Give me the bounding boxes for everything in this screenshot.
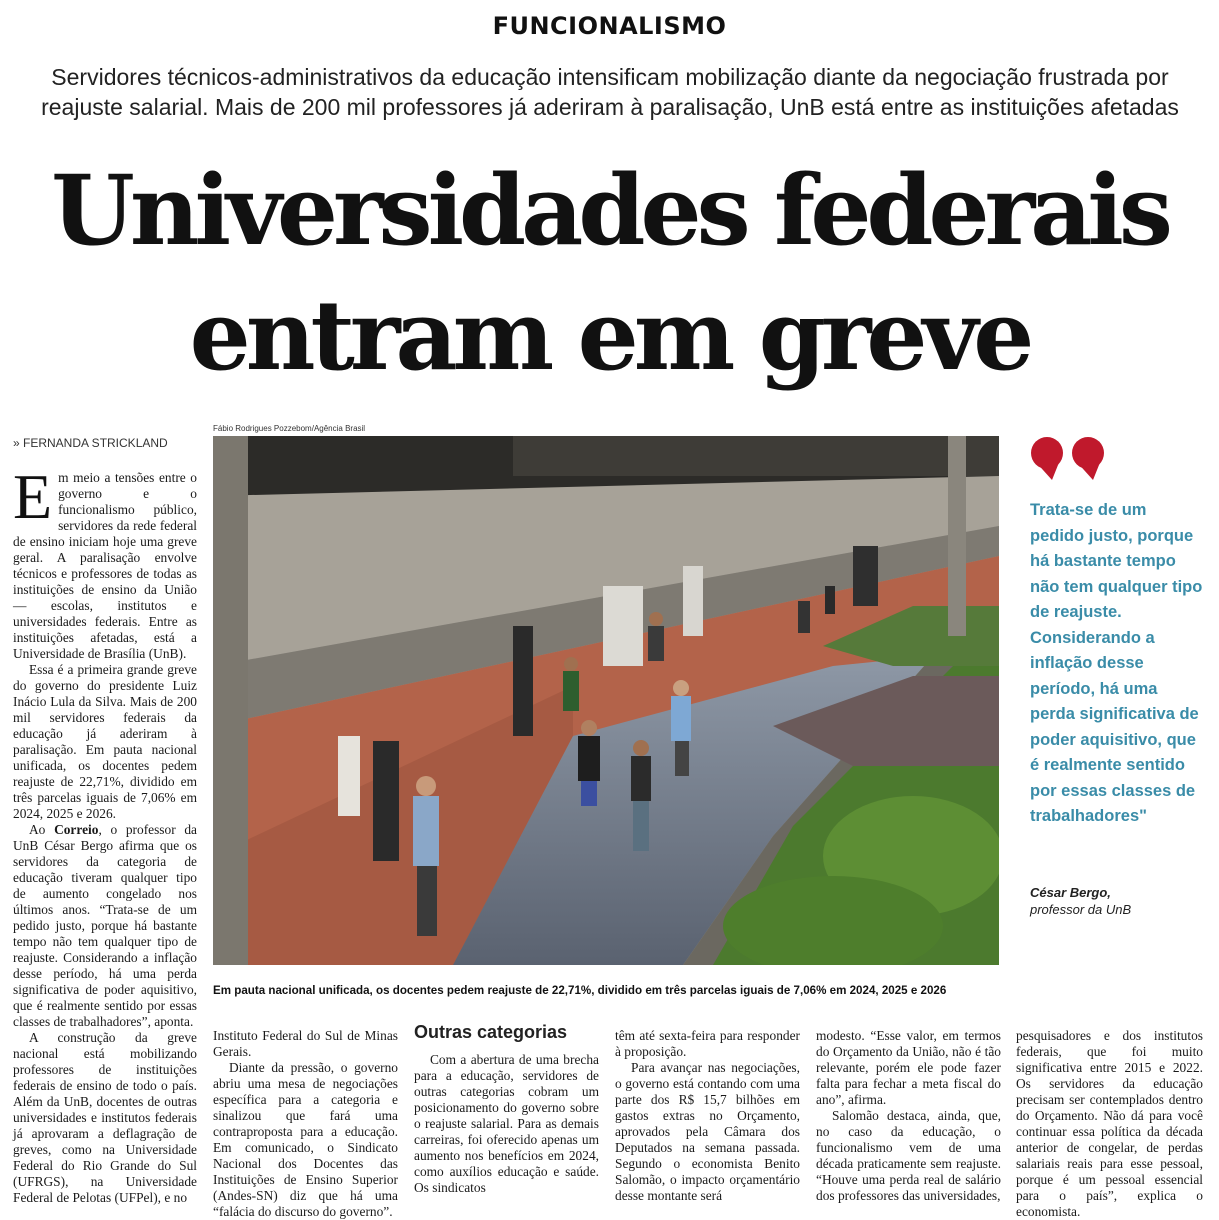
article-column-5 xyxy=(816,1028,1001,1204)
pull-quote-attribution xyxy=(1030,884,1131,918)
quote-marks-icon xyxy=(1030,436,1110,485)
newspaper-name: Correio xyxy=(54,822,99,837)
article-paragraph: pesquisadores e dos institutos federais, que foi muito significativa entre 2015 e 2022. Os servidores da educação precisam ser contemplados dentro do Orçamento. Não dá para você continuar essa política da década anterior de congelar, de perdas salariais reais para esse pessoal, porque é um pessoal essencial para o país”, explica o economista. xyxy=(1016,1028,1203,1219)
pull-quote-role: professor da UnB xyxy=(1030,902,1132,917)
campus-corridor-photo xyxy=(213,436,999,965)
byline: » FERNANDA STRICKLAND xyxy=(13,436,168,450)
article-column-left xyxy=(13,461,197,1206)
headline-line-2: entram em greve xyxy=(189,279,1030,392)
photo-credit: Fábio Rodrigues Pozzebom/Agência Brasil xyxy=(213,424,366,433)
subsection-title: Outras categorias xyxy=(414,1022,568,1042)
article-paragraph: Salomão destaca, ainda, que, no caso da educação, o funcionalismo vem de uma década praticamente sem reajuste. “Houve uma perda real de salário dos professores das universidades, xyxy=(816,1108,1001,1203)
pull-quote-text: Trata-se de um pedido justo, porque há bastante tempo não tem qualquer tipo de reajuste. Considerando a inflação desse período, há uma perda significativa de poder aquisitivo, que é realmente sentido por essas classes de trabalhadores" xyxy=(1030,501,1203,825)
photo-caption: Em pauta nacional unificada, os docentes pedem reajuste de 22,71%, dividido em três parcelas iguais de 7,06% em 2024, 2025 e 2026 xyxy=(213,984,947,997)
headline xyxy=(0,148,1219,398)
pull-quote-author: César Bergo, xyxy=(1030,885,1111,900)
article-column-4 xyxy=(615,1028,800,1204)
article-paragraph: modesto. “Esse valor, em termos do Orçamento da União, não é tão relevante, porém ele pode fazer falta para fechar a meta fiscal do ano”, afirma. xyxy=(816,1028,1001,1107)
article-paragraph: Diante da pressão, o governo abriu uma mesa de negociações específica para a categoria e sinalizou que fará uma contraproposta para a educação. Em comunicado, o Sindicato Nacional dos Docentes das Instituições de Ensino Superior (Andes-SN) diz que há uma “falácia do discurso do governo”. xyxy=(213,1060,398,1219)
section-label: FUNCIONALISMO xyxy=(492,12,727,40)
article-paragraph: m meio a tensões entre o governo e o funcionalismo público, servidores da rede federal de ensino iniciam hoje uma greve geral. A paralisação envolve técnicos e professores de todas as instituições de ensino da União — escolas, institutos e universidades federais. Entre as instituições afetadas, está a Universidade de Brasília (UnB). xyxy=(13,470,197,661)
article-paragraph: Instituto Federal do Sul de Minas Gerais. xyxy=(213,1028,398,1059)
article-paragraph: têm até sexta-feira para responder à proposição. xyxy=(615,1028,800,1059)
article-paragraph: Com a abertura de uma brecha para a educação, servidores de outras categorias cobram um posicionamento do governo sobre o reajuste salarial. Para as demais carreiras, foi oferecido apenas um aumento nos benefícios em 2024, como auxílios educação e saúde. Os sindicatos xyxy=(414,1052,599,1195)
article-column-3 xyxy=(414,1024,599,1196)
article-paragraph: Ao Correio, o professor da UnB César Bergo afirma que os servidores da categoria de educação tiveram qualquer tipo de aumento congelado nos últimos anos. “Trata-se de um pedido justo, porque há bastante tempo não tem qualquer tipo de reajuste. Considerando a inflação desse período, há uma perda significativa de poder aquisitivo, que é realmente sentido por essas classes de trabalhadores”, aponta. xyxy=(13,822,197,1029)
article-column-2 xyxy=(213,1028,398,1220)
article-paragraph: Para avançar nas negociações, o governo está contando com uma parte dos R$ 15,7 bilhões em gastos extras no Orçamento, aprovados pela Câmara dos Deputados na semana passada. Segundo o economista Benito Salomão, o impacto orçamentário desse montante será xyxy=(615,1060,800,1203)
subheadline: Servidores técnicos-administrativos da educação intensificam mobilização diante da negociação frustrada por reajuste salarial. Mais de 200 mil professores já aderiram à paralisação, UnB está entre as instituições afetadas xyxy=(41,64,1179,120)
article-column-6 xyxy=(1016,1028,1203,1220)
article-paragraph: Essa é a primeira grande greve do governo do presidente Luiz Inácio Lula da Silva. Mais de 200 mil servidores federais da educação já aderiram à paralisação. Em pauta nacional unificada, os docentes pedem reajuste de 22,71%, dividido em três parcelas iguais de 7,06% em 2024, 2025 e 2026. xyxy=(13,662,197,821)
article-paragraph: A construção da greve nacional está mobilizando professores de instituições federais de ensino de todo o país. Além da UnB, docentes de outras universidades e institutos federais já aprovaram a deflagração de greves, como na Universidade Federal do Rio Grande do Sul (UFRGS), na Universidade Federal de Pelotas (UFPel), e no xyxy=(13,1030,197,1205)
headline-line-1: Universidades federais xyxy=(51,154,1168,267)
drop-cap: E xyxy=(13,461,53,532)
